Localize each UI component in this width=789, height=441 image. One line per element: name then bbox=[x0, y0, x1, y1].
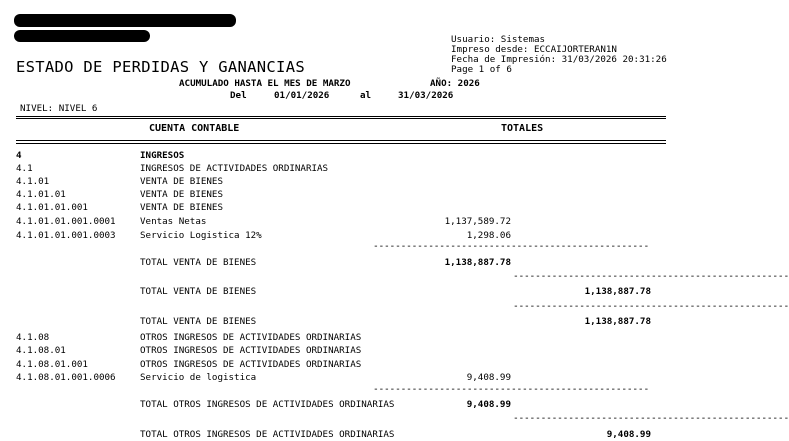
total-desc: TOTAL VENTA DE BIENES bbox=[140, 316, 257, 327]
total-amount: 9,408.99 bbox=[606, 429, 651, 440]
account-desc: Servicio Logistica 12% bbox=[140, 230, 262, 241]
total-desc: TOTAL OTROS INGRESOS DE ACTIVIDADES ORDINARIAS bbox=[140, 429, 395, 440]
report-level: NIVEL: NIVEL 6 bbox=[20, 103, 98, 114]
account-desc: Ventas Netas bbox=[140, 216, 207, 227]
header-bottom-rule-2 bbox=[16, 143, 666, 144]
account-desc: VENTA DE BIENES bbox=[140, 176, 223, 187]
account-desc: OTROS INGRESOS DE ACTIVIDADES ORDINARIAS bbox=[140, 332, 362, 343]
account-code: 4.1.01.01.001 bbox=[16, 202, 88, 213]
meta-page: Page 1 of 6 bbox=[451, 64, 512, 75]
report-title: ESTADO DE PERDIDAS Y GANANCIAS bbox=[16, 58, 305, 76]
account-code: 4.1.01.01.001.0003 bbox=[16, 230, 116, 241]
total-amount: 1,138,887.78 bbox=[584, 286, 651, 297]
period-del: Del bbox=[230, 90, 247, 101]
header-top-rule-2 bbox=[16, 118, 666, 119]
account-amount: 1,298.06 bbox=[466, 230, 511, 241]
account-desc: OTROS INGRESOS DE ACTIVIDADES ORDINARIAS bbox=[140, 345, 362, 356]
redacted-company-name bbox=[14, 14, 236, 27]
total-amount: 1,138,887.78 bbox=[444, 257, 511, 268]
account-desc: VENTA DE BIENES bbox=[140, 202, 223, 213]
account-amount: 1,137,589.72 bbox=[444, 216, 511, 227]
account-code: 4.1.01 bbox=[16, 176, 50, 187]
date-to: 31/03/2026 bbox=[398, 90, 454, 101]
account-desc: OTROS INGRESOS DE ACTIVIDADES ORDINARIAS bbox=[140, 359, 362, 370]
account-amount: 9,408.99 bbox=[466, 372, 511, 383]
account-code: 4.1 bbox=[16, 163, 33, 174]
account-code: 4.1.01.01 bbox=[16, 189, 66, 200]
account-code: 4.1.01.01.001.0001 bbox=[16, 216, 116, 227]
header-top-rule bbox=[16, 116, 666, 117]
total-desc: TOTAL VENTA DE BIENES bbox=[140, 286, 257, 297]
report-subtitle: ACUMULADO HASTA EL MES DE MARZO bbox=[179, 78, 351, 89]
column-account: CUENTA CONTABLE bbox=[149, 123, 240, 134]
total-amount: 1,138,887.78 bbox=[584, 316, 651, 327]
column-totals: TOTALES bbox=[501, 123, 544, 134]
total-amount: 9,408.99 bbox=[466, 399, 511, 410]
meta-printed-from: Impreso desde: ECCAIJORTERAN1N bbox=[451, 44, 617, 55]
total-desc: TOTAL VENTA DE BIENES bbox=[140, 257, 257, 268]
account-code: 4.1.08.01.001 bbox=[16, 359, 88, 370]
total-desc: TOTAL OTROS INGRESOS DE ACTIVIDADES ORDINARIAS bbox=[140, 399, 395, 410]
account-desc: INGRESOS DE ACTIVIDADES ORDINARIAS bbox=[140, 163, 329, 174]
account-desc: Servicio de logistica bbox=[140, 372, 257, 383]
total-dash-line: -------------------------------------------------- bbox=[513, 271, 789, 282]
subtotal-dash-line: -------------------------------------------------- bbox=[373, 384, 649, 395]
account-code: 4.1.08.01 bbox=[16, 345, 66, 356]
meta-print-date: Fecha de Impresión: 31/03/2026 20:31:26 bbox=[451, 54, 667, 65]
total-dash-line: -------------------------------------------------- bbox=[513, 413, 789, 424]
redacted-company-line2 bbox=[14, 30, 150, 42]
total-dash-line: -------------------------------------------------- bbox=[513, 301, 789, 312]
date-from: 01/01/2026 bbox=[274, 90, 330, 101]
period-al: al bbox=[360, 90, 372, 101]
subtotal-dash-line: -------------------------------------------------- bbox=[373, 241, 649, 252]
account-desc: INGRESOS bbox=[140, 150, 185, 161]
meta-user: Usuario: Sistemas bbox=[451, 34, 546, 45]
account-desc: VENTA DE BIENES bbox=[140, 189, 223, 200]
report-year: AÑO: 2026 bbox=[430, 78, 480, 89]
account-code: 4 bbox=[16, 150, 22, 161]
header-bottom-rule bbox=[16, 140, 666, 141]
account-code: 4.1.08.01.001.0006 bbox=[16, 372, 116, 383]
account-code: 4.1.08 bbox=[16, 332, 50, 343]
